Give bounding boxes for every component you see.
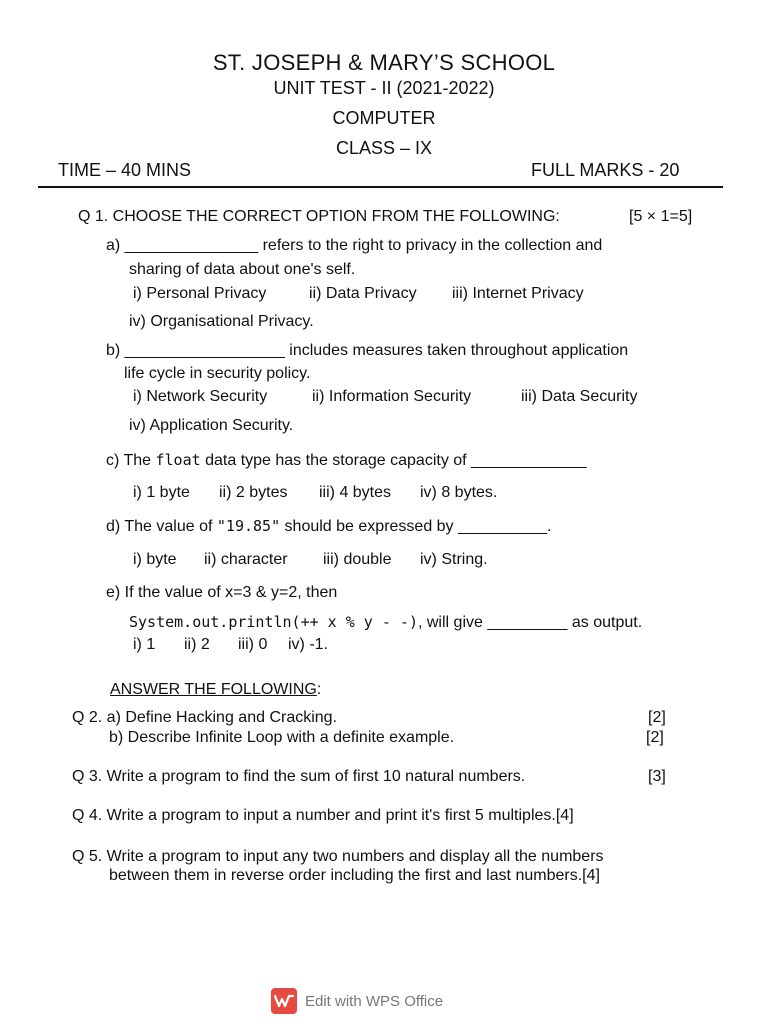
q1e-line2	[129, 613, 642, 632]
q1b-option-2: ii) Information Security	[312, 388, 472, 405]
q1a-option-3: iii) Internet Privacy	[452, 285, 584, 302]
q5-line2: between them in reverse order including the first and last numbers.[4]	[109, 867, 600, 884]
full-marks-label: FULL MARKS - 20	[531, 160, 680, 180]
q1e-option-2: ii) 2	[184, 636, 210, 653]
q1d-option-2: ii) character	[204, 551, 288, 568]
q1b-line2: life cycle in security policy.	[124, 365, 311, 382]
q2b-text: b) Describe Infinite Loop with a definite example.	[109, 729, 455, 746]
q1-marks: [5 × 1=5]	[629, 208, 693, 225]
q1e-code: System.out.println(++ x % y - -)	[129, 613, 418, 631]
q4-text: Q 4. Write a program to input a number and print it's first 5 multiples.[4]	[72, 807, 574, 824]
q3-text: Q 3. Write a program to find the sum of first 10 natural numbers.	[72, 768, 526, 785]
q1a-option-2: ii) Data Privacy	[309, 285, 417, 302]
q1d-pre: d) The value of	[106, 518, 217, 535]
q5-line1: Q 5. Write a program to input any two numbers and display all the numbers	[72, 848, 604, 865]
q1b-line1: b) __________________ includes measures taken throughout application	[106, 342, 629, 359]
q1e-line1: e) If the value of x=3 & y=2, then	[106, 584, 338, 601]
q1c-option-4: iv) 8 bytes.	[420, 484, 498, 501]
section-heading-colon: :	[316, 681, 322, 698]
q1a-option-1: i) Personal Privacy	[133, 285, 267, 302]
q1d-post: should be expressed by __________.	[280, 518, 552, 535]
q1d-option-1: i) byte	[133, 551, 177, 568]
class-title: CLASS – IX	[335, 138, 433, 158]
time-label: TIME – 40 MINS	[58, 160, 192, 180]
q1c-post: data type has the storage capacity of _____________	[200, 452, 587, 469]
header-divider	[38, 186, 723, 188]
q1c-option-1: i) 1 byte	[133, 484, 190, 501]
subject-title: COMPUTER	[332, 108, 436, 128]
q1a-option-4: iv) Organisational Privacy.	[129, 313, 314, 330]
q1e-option-4: iv) -1.	[288, 636, 328, 653]
school-name: ST. JOSEPH & MARY’S SCHOOL	[212, 50, 556, 75]
q1c-option-2: ii) 2 bytes	[219, 484, 288, 501]
section-heading	[110, 681, 321, 699]
test-title: UNIT TEST - II (2021-2022)	[273, 78, 495, 98]
wps-logo-icon	[271, 988, 297, 1014]
q2a-marks: [2]	[648, 709, 666, 726]
q3-marks: [3]	[648, 768, 666, 785]
q2b-marks: [2]	[646, 729, 664, 746]
q1d-option-3: iii) double	[323, 551, 392, 568]
q1e-post: , will give _________ as output.	[417, 614, 643, 631]
q1a-line2: sharing of data about one's self.	[129, 261, 356, 278]
q1c-question	[106, 451, 587, 470]
q1-title: Q 1. CHOOSE THE CORRECT OPTION FROM THE FOLLOWING:	[78, 208, 560, 225]
q1d-code: "19.85"	[216, 517, 281, 535]
q1e-option-1: i) 1	[133, 636, 156, 653]
q2a-text: Q 2. a) Define Hacking and Cracking.	[72, 709, 338, 726]
q1c-code: float	[155, 451, 201, 469]
q1c-option-3: iii) 4 bytes	[319, 484, 392, 501]
wps-watermark[interactable]	[271, 988, 443, 1014]
q1d-question	[106, 517, 551, 536]
q1e-option-3: iii) 0	[238, 636, 268, 653]
q1d-option-4: iv) String.	[420, 551, 488, 568]
wps-watermark-label: Edit with WPS Office	[305, 992, 444, 1010]
q1b-option-3: iii) Data Security	[521, 388, 638, 405]
q1b-option-4: iv) Application Security.	[129, 417, 294, 434]
section-heading-text: ANSWER THE FOLLOWING	[110, 681, 317, 698]
q1a-line1: a) _______________ refers to the right to privacy in the collection and	[106, 237, 603, 254]
q1b-option-1: i) Network Security	[133, 388, 268, 405]
q1c-pre: c) The	[106, 452, 156, 469]
